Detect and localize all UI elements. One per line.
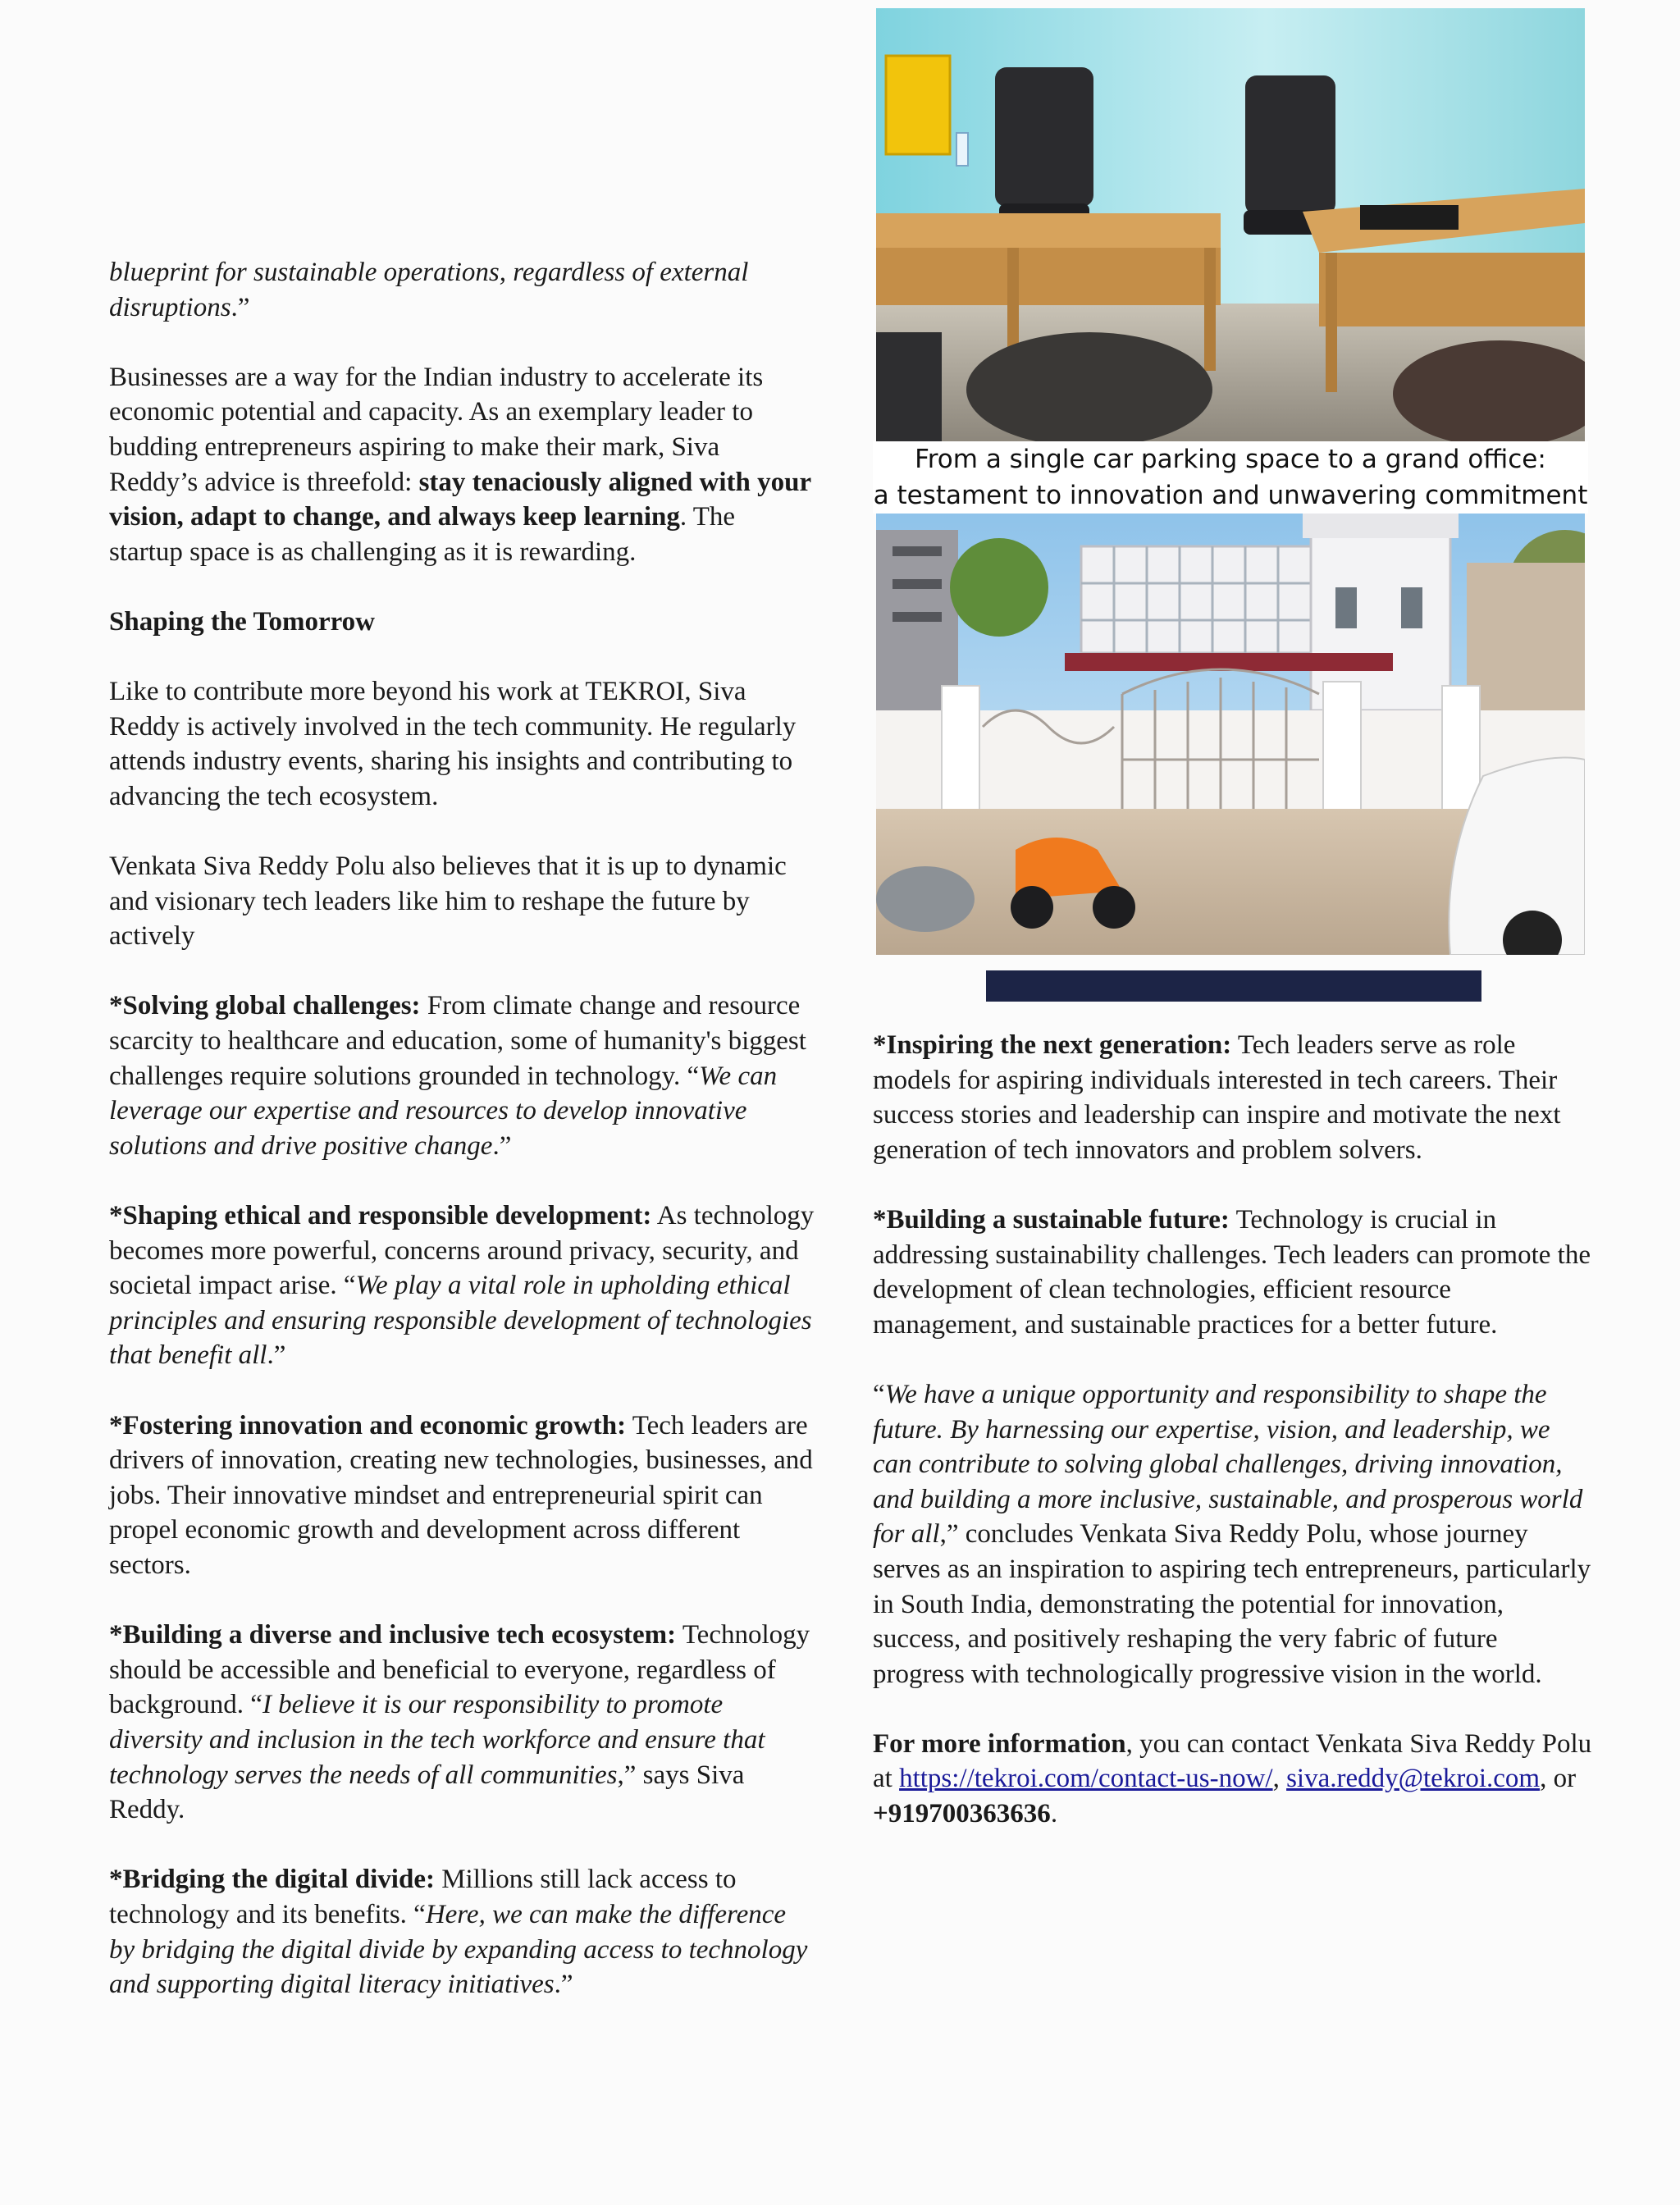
office-building-photo [876,514,1585,955]
item-text: Tech leaders are drivers of innovation, creating new technologies, businesses, and jobs. Their innovative mindset and entrepreneurial spirit can propel economic growth and development across different sectors. [109,1410,813,1580]
contact-text: . [1050,1799,1058,1829]
contact-label: For more information [873,1728,1126,1759]
section-heading: Shaping the Tomorrow [109,606,375,637]
item-text: As technology becomes more powerful, concerns around privacy, security, and societal impact arise. “ [109,1201,815,1301]
decorative-divider-bar [986,970,1481,1002]
quote-italic: We have a unique opportunity and responsibility to shape the future. By harnessing our expertise, vision, and leadership, we can contribute to solving global challenges, driving innovation, and building a more inclusive, sustainable, and prosperous world for all [873,1379,1583,1550]
item-quote: We can leverage our expertise and resources to develop innovative solutions and drive positive change [109,1061,778,1161]
item-title: *Bridging the digital divide: [109,1865,435,1895]
paragraph-reshape: Venkata Siva Reddy Polu also believes that it is up to dynamic and visionary tech leaders like him to reshape the future by actively [109,851,787,952]
paragraph-bold: stay tenaciously aligned with your vision, adapt to change, and always keep learning [109,467,811,532]
office-building-illustration [876,514,1585,955]
paragraph-text: . The startup space is as challenging as it is rewarding. [109,502,736,567]
item-title: *Building a sustainable future: [873,1204,1230,1235]
left-column [109,255,815,2037]
caption-line-1: From a single car parking space to a grand office: [915,445,1546,474]
list-item-inclusive-ecosystem [109,1618,815,1828]
office-room-photo [876,8,1585,441]
contact-url-link[interactable]: https://tekroi.com/contact-us-now/ [899,1764,1273,1794]
list-item-ethical-development [109,1198,815,1373]
list-item-innovation-growth [109,1408,815,1583]
paragraph-contact [873,1727,1595,1832]
contact-text: , or [1540,1764,1577,1794]
list-item-sustainable-future [873,1203,1595,1342]
caption-line-2: a testament to innovation and unwavering commitment [873,481,1588,510]
quote-tail: .” [231,292,250,322]
item-text: From climate change and resource scarcity to healthcare and education, some of humanity's biggest challenges require solutions grounded in technology. “ [109,991,806,1091]
item-title: *Building a diverse and inclusive tech ecosystem: [109,1620,677,1650]
paragraph-businesses [109,360,815,570]
item-text: Millions still lack access to technology and its benefits. “ [109,1865,737,1929]
paragraph-text: Businesses are a way for the Indian industry to accelerate its economic potential and capacity. As an exemplary leader to budding entrepreneurs aspiring to make their mark, Siva Reddy’s advice is threefold: [109,362,764,497]
item-tail: ,” says Siva Reddy. [109,1760,745,1825]
paragraph-closing-quote [873,1377,1595,1691]
item-title: *Shaping ethical and responsible development: [109,1201,652,1231]
item-title: *Fostering innovation and economic growth: [109,1410,627,1440]
contact-text: , you can contact Venkata Siva Reddy Polu at [873,1728,1592,1794]
list-item-next-generation [873,1028,1595,1167]
photo-caption [873,441,1588,514]
item-tail: .” [554,1970,573,2000]
quote-open: “ [873,1379,885,1409]
right-column [873,1028,1595,1866]
item-tail: .” [492,1130,512,1161]
list-item-global-challenges [109,988,815,1163]
paragraph-community: Like to contribute more beyond his work at TEKROI, Siva Reddy is actively involved in the tech community. He regularly attends industry events, sharing his insights and contributing to advancing the tech ecosystem. [109,677,797,811]
paragraph-blueprint [109,255,815,325]
quote-tail: ,” concludes Venkata Siva Reddy Polu, whose journey serves as an inspiration to aspiring tech entrepreneurs, particularly in South India, demonstrating the potential for innovation, success, and positively reshaping the very fabric of future progress with technologically progressive vision in the world. [873,1519,1591,1689]
item-quote: Here, we can make the difference by bridging the digital divide by expanding access to technology and supporting digital literacy initiatives [109,1899,808,2000]
quote-italic: blueprint for sustainable operations, regardless of external disruptions [109,258,749,322]
item-quote: We play a vital role in upholding ethical principles and ensuring responsible development of technologies that benefit all [109,1271,812,1371]
item-text: Technology is crucial in addressing sustainability challenges. Tech leaders can promote the development of clean technologies, efficient resource management, and sustainable practices for a better future. [873,1204,1591,1340]
item-quote: I believe it is our responsibility to promote diversity and inclusion in the tech workforce and ensure that technology serves the needs of all communities [109,1690,765,1790]
contact-text: , [1272,1764,1287,1794]
contact-email-link[interactable]: siva.reddy@tekroi.com [1286,1764,1541,1794]
item-text: Tech leaders serve as role models for aspiring individuals interested in tech careers. Their success stories and leadership can inspire and motivate the next generation of tech innovators and problem solvers. [873,1030,1561,1165]
office-room-illustration [876,8,1585,441]
item-text: Technology should be accessible and beneficial to everyone, regardless of background. “ [109,1620,810,1720]
contact-phone: +919700363636 [873,1799,1051,1829]
item-title: *Solving global challenges: [109,991,421,1021]
item-title: *Inspiring the next generation: [873,1030,1232,1060]
item-tail: .” [267,1340,286,1371]
list-item-digital-divide [109,1862,815,2002]
